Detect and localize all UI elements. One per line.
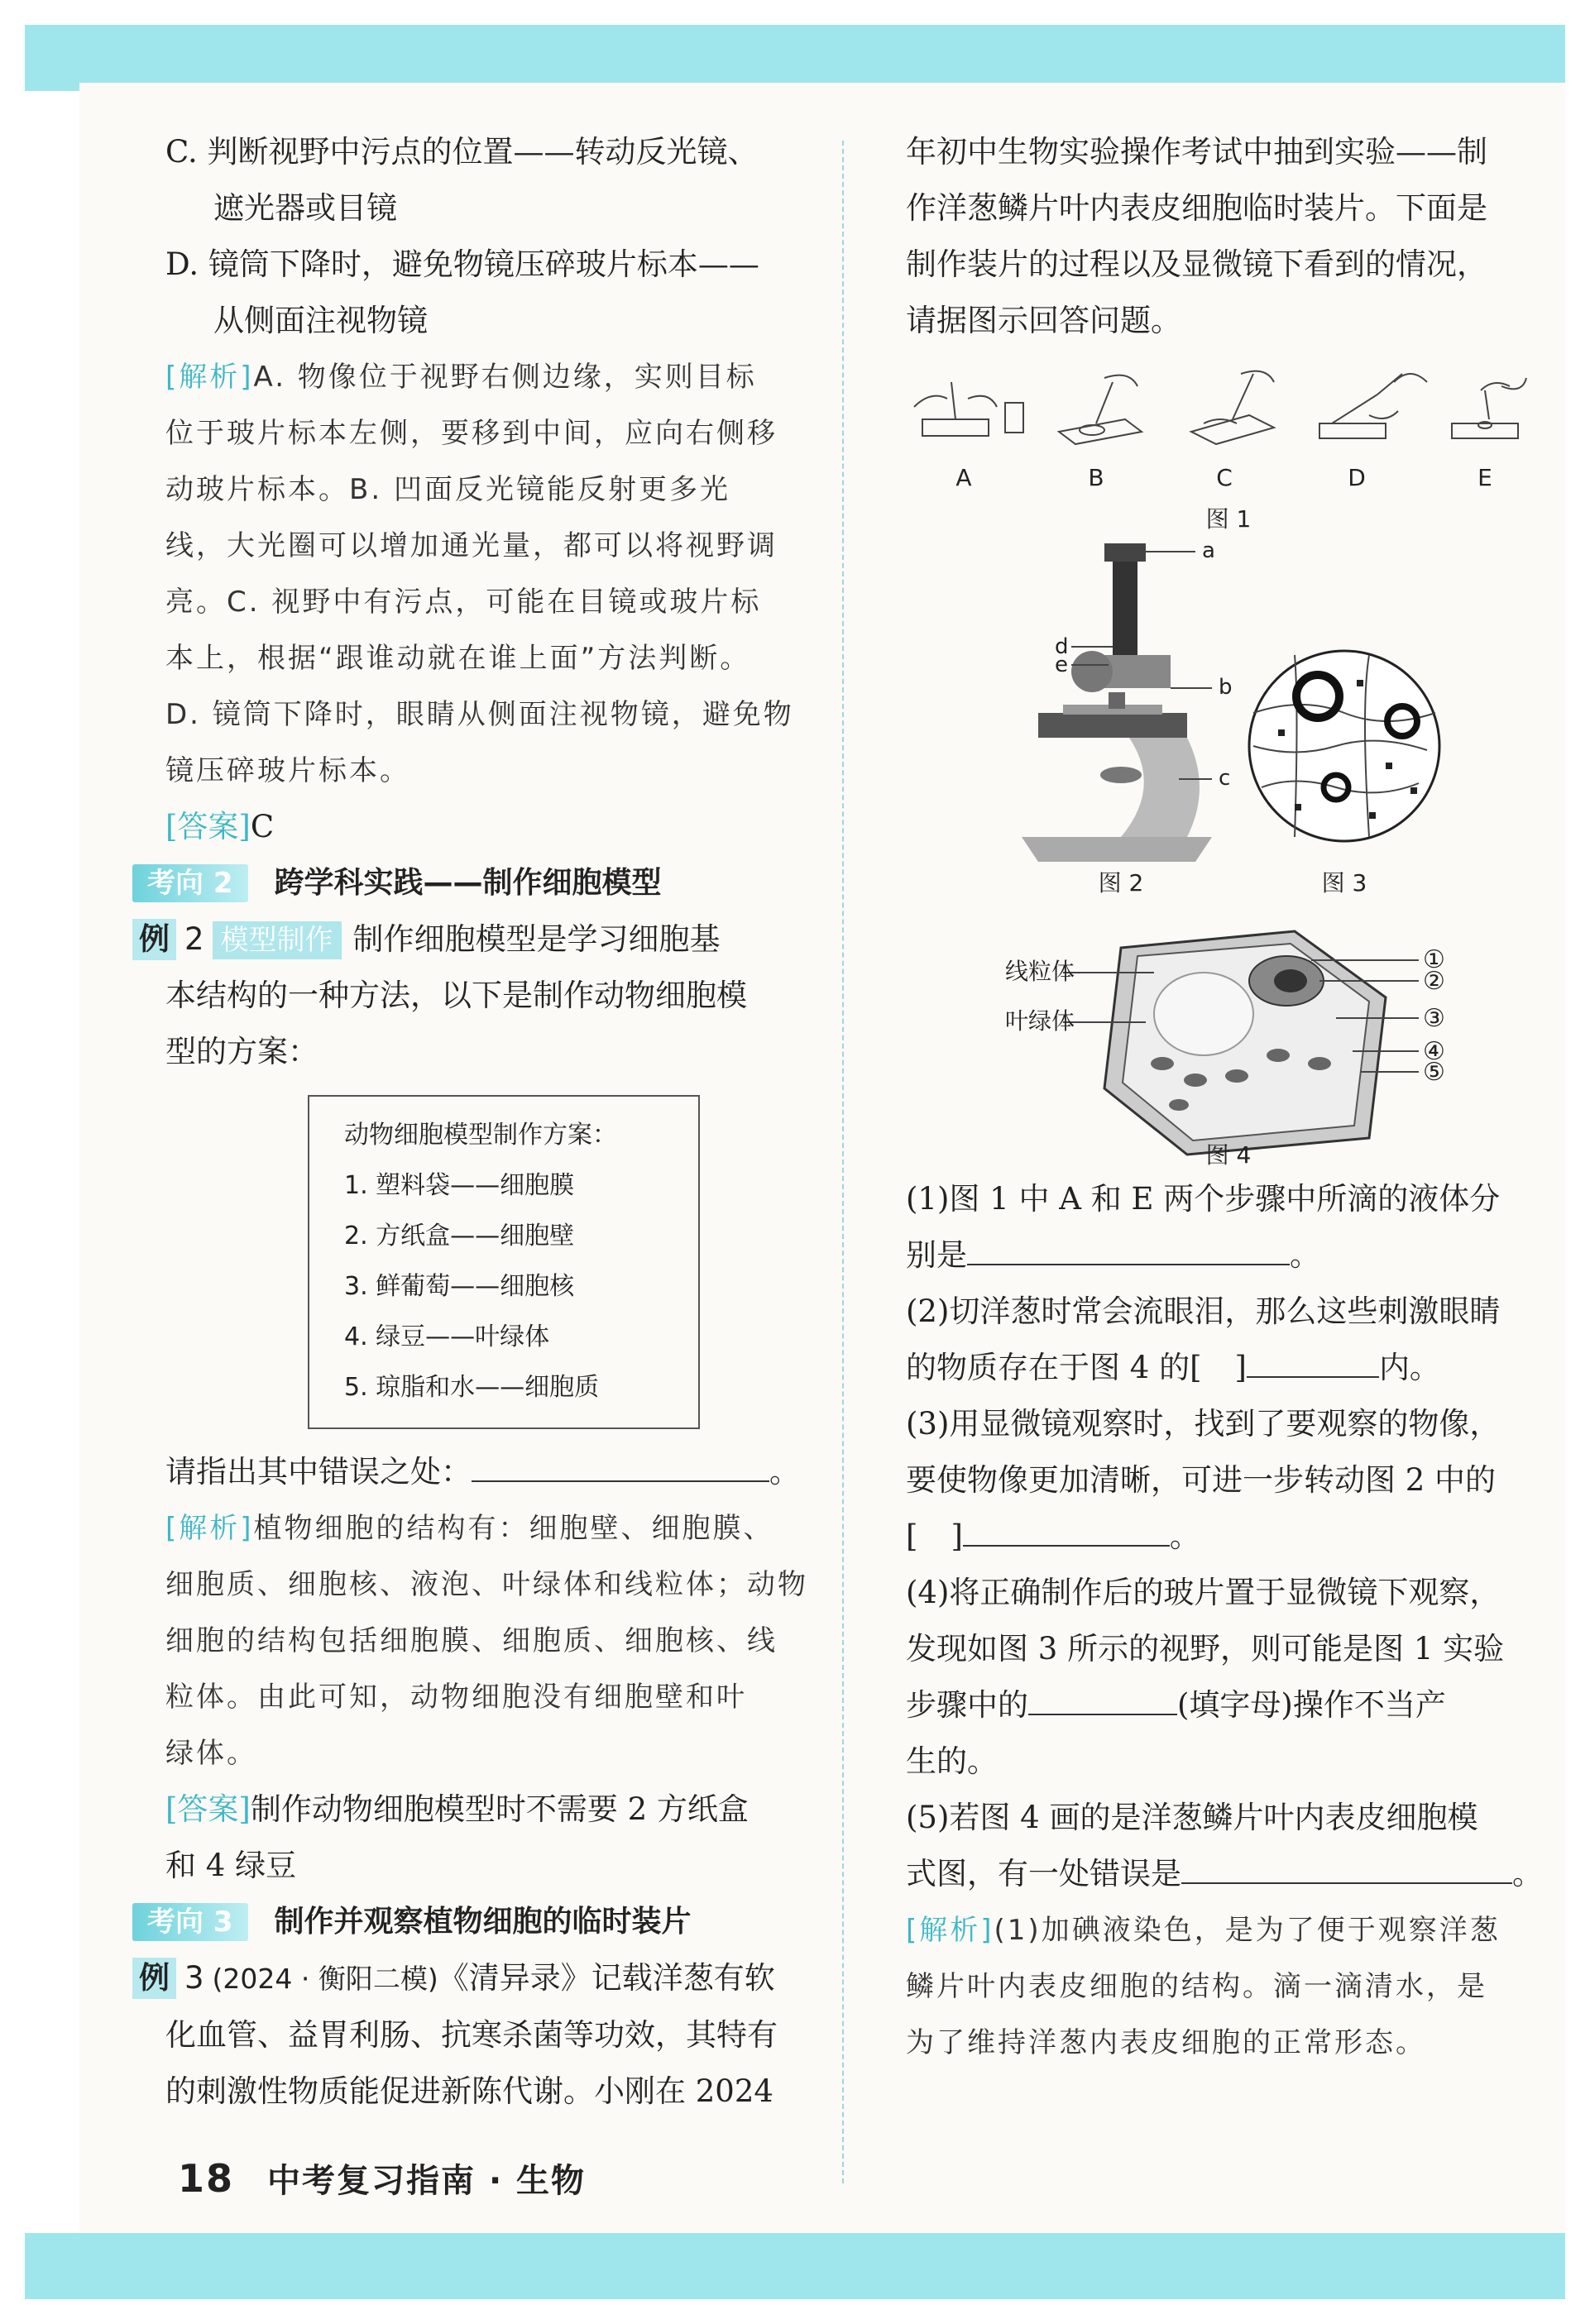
field-of-view-drawing bbox=[1249, 651, 1439, 841]
option-d-cont: 从侧面注视物镜 bbox=[213, 303, 428, 338]
cell-number-label: ② bbox=[1423, 967, 1445, 996]
microscope-label: b bbox=[1219, 675, 1233, 700]
answer-blank[interactable] bbox=[967, 1239, 1290, 1265]
example-2-question: 请指出其中错误之处： 。 bbox=[165, 1454, 800, 1490]
example-2: 例 2 模型制作 制作细胞模型是学习细胞基 bbox=[132, 911, 819, 968]
figure-1 bbox=[906, 357, 1551, 531]
microscope-label: a bbox=[1202, 539, 1215, 563]
step-e-drawing bbox=[1452, 378, 1526, 438]
cell-label: 线粒体 bbox=[1005, 958, 1075, 985]
answer-blank[interactable] bbox=[1181, 1858, 1512, 1884]
plant-cell-drawing bbox=[1104, 931, 1386, 1155]
section-badge: 考向 2 bbox=[132, 864, 248, 902]
section-heading-2 bbox=[132, 855, 819, 911]
figure-caption: 图 1 bbox=[1205, 505, 1252, 531]
box-title: 动物细胞模型制作方案： bbox=[344, 1121, 617, 1150]
analysis-1: [解析]A. 物像位于视野右侧边缘，实则目标 位于玻片标本左侧，要移到中间，应向右侧移 动玻片标本。B. 凹面反光镜能反射更多光 线，大光圈可以增加通光量，都可以将视野调 亮。C. 视野中有污点，可能在目镜或玻片标 本上，根据“跟谁动就在谁上面”方法判断。 D. 镜筒下降时，眼睛从侧面注视物镜，避免物 镜压碎玻片标本。 bbox=[165, 361, 794, 787]
step-a-drawing bbox=[914, 382, 1023, 436]
page-footer bbox=[178, 2154, 586, 2202]
question-1: (1)图 1 中 A 和 E 两个步骤中所滴的液体分 bbox=[906, 1181, 1501, 1217]
question-3: (3)用显微镜观察时，找到了要观察的物像， bbox=[906, 1406, 1501, 1442]
microscope-drawing bbox=[1022, 543, 1212, 862]
section-badge: 考向 3 bbox=[132, 1903, 248, 1941]
page-number: 18 bbox=[178, 2156, 235, 2201]
book-title: 中考复习指南 · 生物 bbox=[267, 2162, 587, 2200]
analysis-3: [解析](1)加碘液染色，是为了便于观察洋葱 鳞片叶内表皮细胞的结构。滴一滴清水，是 为了维持洋葱内表皮细胞的正常形态。 bbox=[906, 1914, 1501, 2059]
option-c-cont: 遮光器或目镜 bbox=[213, 190, 397, 226]
source: (2024 · 衡阳二模) bbox=[212, 1963, 438, 1995]
option-d: D. 镜筒下降时，避免物镜压碎玻片标本—— bbox=[165, 246, 759, 282]
step-label: A bbox=[955, 464, 972, 491]
section-title: 跨学科实践——制作细胞模型 bbox=[274, 866, 662, 900]
analysis-2: [解析]植物细胞的结构有：细胞壁、细胞膜、 细胞质、细胞核、液泡、叶绿体和线粒体；动物 细胞的结构包括细胞膜、细胞质、细胞核、线 粒体。由此可知，动物细胞没有细胞壁和叶 绿体。 bbox=[165, 1512, 808, 1770]
step-label: B bbox=[1088, 464, 1104, 491]
step-b-drawing bbox=[1059, 375, 1142, 444]
figure-caption: 图 2 bbox=[1098, 869, 1144, 895]
step-label: E bbox=[1477, 464, 1492, 491]
example-3: 例 3 (2024 · 衡阳二模)《清异录》记载洋葱有软 bbox=[132, 1950, 819, 2007]
model-plan-box bbox=[308, 1095, 700, 1429]
column-divider bbox=[842, 141, 844, 2183]
example-label: 例 bbox=[132, 1958, 176, 1999]
box-item: 5. 琼脂和水——细胞质 bbox=[344, 1373, 600, 1402]
figure-4 bbox=[906, 898, 1551, 1171]
analysis-tag: [解析] bbox=[165, 361, 254, 394]
right-column: 年初中生物实验操作考试中抽到实验——制 作洋葱鳞片叶内表皮细胞临时装片。下面是 制作装片的过程以及显微镜下看到的情况， 请据图示回答问题。 A B C D E 图 1 a b c d e 图 2 图 3 线粒体 叶绿体 ① ② ③ ④ ⑤ 图 4 (1)图 1 中 A 和 E 两个步骤中所滴的液体分 别是 。 (2)切洋葱时常会流眼泪，那么这些刺激眼睛 的物质存在于图 4 的[ ] 内。 (3)用显微镜观察时，找到了要观察的物像， 要使物像更加清晰，可进一步转动图 2 中的 [ ] 。 (4)将正确制作后的玻片置于显微镜下观察， 发现如图 3 所示的视野，则可能是图 1 实验 步骤中的 (填字母)操作不当产 生的。 (5)若图 4 画的是洋葱鳞片叶内表皮细胞模 式图，有一处错误是 。 [解析](1)加碘液染色，是为了便于观察洋葱 鳞片叶内表皮细胞的结构。滴一滴清水，是 为了维持洋葱内表皮细胞的正常形态。 bbox=[906, 124, 1551, 2071]
figure-caption: 图 3 bbox=[1321, 869, 1367, 895]
top-border bbox=[25, 25, 1565, 91]
left-column: C. 判断视野中污点的位置——转动反光镜、 遮光器或目镜 D. 镜筒下降时，避免物镜压碎玻片标本—— 从侧面注视物镜 [解析]A. 物像位于视野右侧边缘，实则目标 位于玻片标本左侧，要移到中间，应向右侧移 动玻片标本。B. 凹面反光镜能反射更多光 线，大光圈可以增加通光量，都可以将视野调 亮。C. 视野中有污点，可能在目镜或玻片标 本上，根据“跟谁动就在谁上面”方法判断。 D. 镜筒下降时，眼睛从侧面注视物镜，避免物 镜压碎玻片标本。 [答案]C 考向 2 跨学科实践——制作细胞模型 例 2 模型制作 制作细胞模型是学习细胞基 本结构的一种方法，以下是制作动物细胞模 型的方案： 动物细胞模型制作方案： 1. 塑料袋——细胞膜 2. 方纸盒——细胞壁 3. 鲜葡萄——细胞核 4. 绿豆——叶绿体 5. 琼脂和水——细胞质 请指出其中错误之处： 。 [解析]植物细胞的结构有：细胞壁、细胞膜、 细胞质、细胞核、液泡、叶绿体和线粒体；动物 细胞的结构包括细胞膜、细胞质、细胞核、线 粒体。由此可知，动物细胞没有细胞壁和叶 绿体。 [答案]制作动物细胞模型时不需要 2 方纸盒 和 4 绿豆 考向 3 制作并观察植物细胞的临时装片 例 3 (2024 · 衡阳二模)《清异录》记载洋葱有软 化血管、益胃利肠、抗寒杀菌等功效，其特有 的刺激性物质能促进新陈代谢。小刚在 2024 bbox=[165, 124, 819, 2120]
step-label: D bbox=[1348, 464, 1366, 491]
microscope-label: e bbox=[1055, 653, 1068, 677]
section-heading-3 bbox=[132, 1894, 819, 1950]
bottom-border bbox=[25, 2233, 1565, 2299]
section-title: 制作并观察植物细胞的临时装片 bbox=[274, 1905, 692, 1939]
microscope-label: d bbox=[1055, 634, 1069, 659]
answer-blank[interactable] bbox=[1028, 1689, 1177, 1715]
category-tag: 模型制作 bbox=[213, 921, 342, 959]
cell-number-label: ④ bbox=[1423, 1037, 1445, 1066]
cell-number-label: ⑤ bbox=[1423, 1058, 1445, 1087]
box-item: 2. 方纸盒——细胞壁 bbox=[344, 1222, 575, 1250]
answer-2: [答案]制作动物细胞模型时不需要 2 方纸盒 bbox=[165, 1791, 749, 1827]
cell-number-label: ③ bbox=[1423, 1004, 1445, 1033]
answer-blank[interactable] bbox=[1247, 1351, 1379, 1378]
question-2: (2)切洋葱时常会流眼泪，那么这些刺激眼睛 bbox=[906, 1294, 1501, 1329]
figure-caption: 图 4 bbox=[1205, 1141, 1252, 1169]
answer-tag: [答案] bbox=[165, 809, 251, 844]
box-item: 1. 塑料袋——细胞膜 bbox=[344, 1171, 575, 1200]
option-c: C. 判断视野中污点的位置——转动反光镜、 bbox=[165, 134, 759, 170]
cell-label: 叶绿体 bbox=[1005, 1007, 1075, 1035]
box-item: 4. 绿豆——叶绿体 bbox=[344, 1322, 550, 1351]
example-label: 例 bbox=[132, 919, 176, 960]
step-d-drawing bbox=[1319, 374, 1427, 438]
question-5: (5)若图 4 画的是洋葱鳞片叶内表皮细胞模 bbox=[906, 1800, 1478, 1835]
answer-1: [答案]C bbox=[165, 809, 275, 844]
step-label: C bbox=[1216, 464, 1233, 491]
answer-blank[interactable] bbox=[963, 1520, 1170, 1547]
cell-number-label: ① bbox=[1423, 945, 1445, 974]
question-4: (4)将正确制作后的玻片置于显微镜下观察， bbox=[906, 1575, 1501, 1610]
microscope-label: c bbox=[1219, 766, 1231, 791]
figure-2-3 bbox=[906, 539, 1551, 895]
step-c-drawing bbox=[1191, 371, 1274, 444]
box-item: 3. 鲜葡萄——细胞核 bbox=[344, 1272, 575, 1301]
